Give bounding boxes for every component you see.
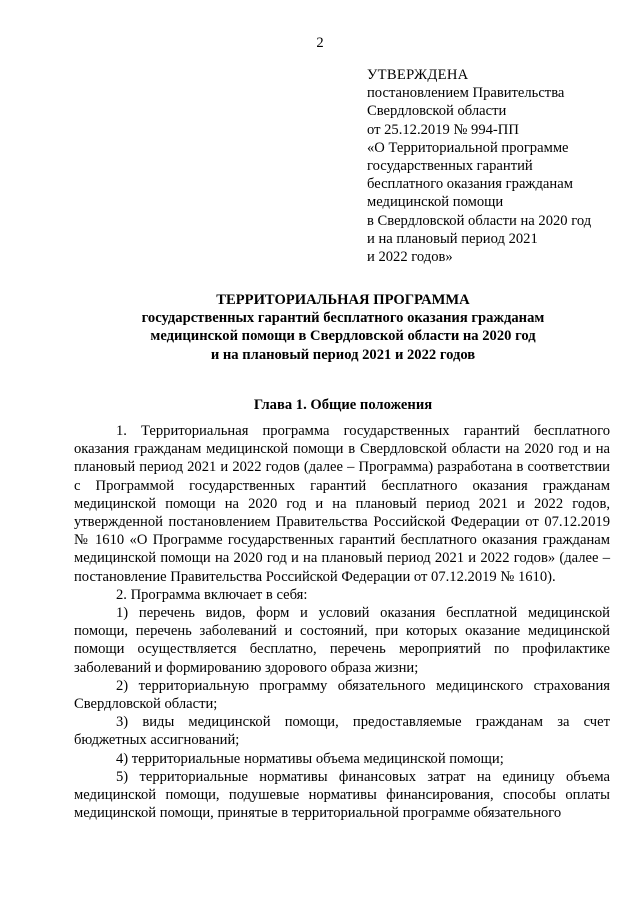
approval-line: и 2022 годов» [367, 249, 453, 266]
page-number: 2 [316, 35, 324, 51]
approval-line: «О Территориальной программе [367, 139, 569, 156]
approval-line: Свердловской области [367, 103, 507, 120]
paragraph: 3) виды медицинской помощи, предоставляемые гражданам за счет бюджетных ассигнований; [74, 714, 610, 749]
approval-line: от 25.12.2019 № 994-ПП [367, 121, 519, 138]
approval-line: УТВЕРЖДЕНА [367, 67, 469, 83]
approval-line: государственных гарантий [367, 158, 533, 175]
approval-line: постановлением Правительства [367, 85, 565, 102]
approval-line: в Свердловской области на 2020 год [367, 212, 592, 229]
title-line: ТЕРРИТОРИАЛЬНАЯ ПРОГРАММА [216, 292, 470, 308]
program-title [60, 291, 626, 364]
paragraph: 4) территориальные нормативы объема медицинской помощи; [116, 750, 504, 767]
title-line: и на плановый период 2021 и 2022 годов [210, 346, 476, 363]
paragraph: 2) территориальную программу обязательного медицинского страхования Свердловской области; [74, 677, 610, 713]
approval-line: медицинской помощи [367, 194, 504, 211]
chapter-heading: Глава 1. Общие положения [253, 397, 433, 413]
approval-line: и на плановый период 2021 [367, 230, 538, 247]
body-text [74, 422, 610, 822]
paragraph: 5) территориальные нормативы финансовых затрат на единицу объема медицинской помощи, подушевые нормативы финансирования, способы оплаты медицинской помощи, принятые в территориальной программе обязательного [74, 768, 610, 822]
paragraph: 1) перечень видов, форм и условий оказания бесплатной медицинской помощи, перечень заболеваний и состояний, при которых оказание медицинской помощи осуществляется бесплатно, перечень мероприятий по профилактике заболеваний и формированию здорового образа жизни; [74, 605, 610, 676]
approval-line: бесплатного оказания гражданам [367, 176, 573, 193]
paragraph: 1. Территориальная программа государственных гарантий бесплатного оказания гражданам медицинской помощи в Свердловской области на 2020 год и на плановый период 2021 и 2022 годов (далее – Программа) разработана в соответствии с Программой государственных гарантий бесплатного оказания гражданам медицинской помощи на 2020 год и на плановый период 2021 и 2022 годов, утвержденной постановлением Правительства Российской Федерации от 07.12.2019 № 1610 «О Программе государственных гарантий бесплатного оказания гражданам медицинской помощи на 2020 год и на плановый период 2021 и 2022 годов» (далее – постановление Правительства Российской Федерации от 07.12.2019 № 1610). [74, 423, 610, 585]
title-line: медицинской помощи в Свердловской области на 2020 год [150, 328, 536, 345]
title-line: государственных гарантий бесплатного оказания гражданам [141, 310, 545, 327]
approval-stamp [367, 66, 627, 266]
paragraph: 2. Программа включает в себя: [116, 586, 308, 603]
